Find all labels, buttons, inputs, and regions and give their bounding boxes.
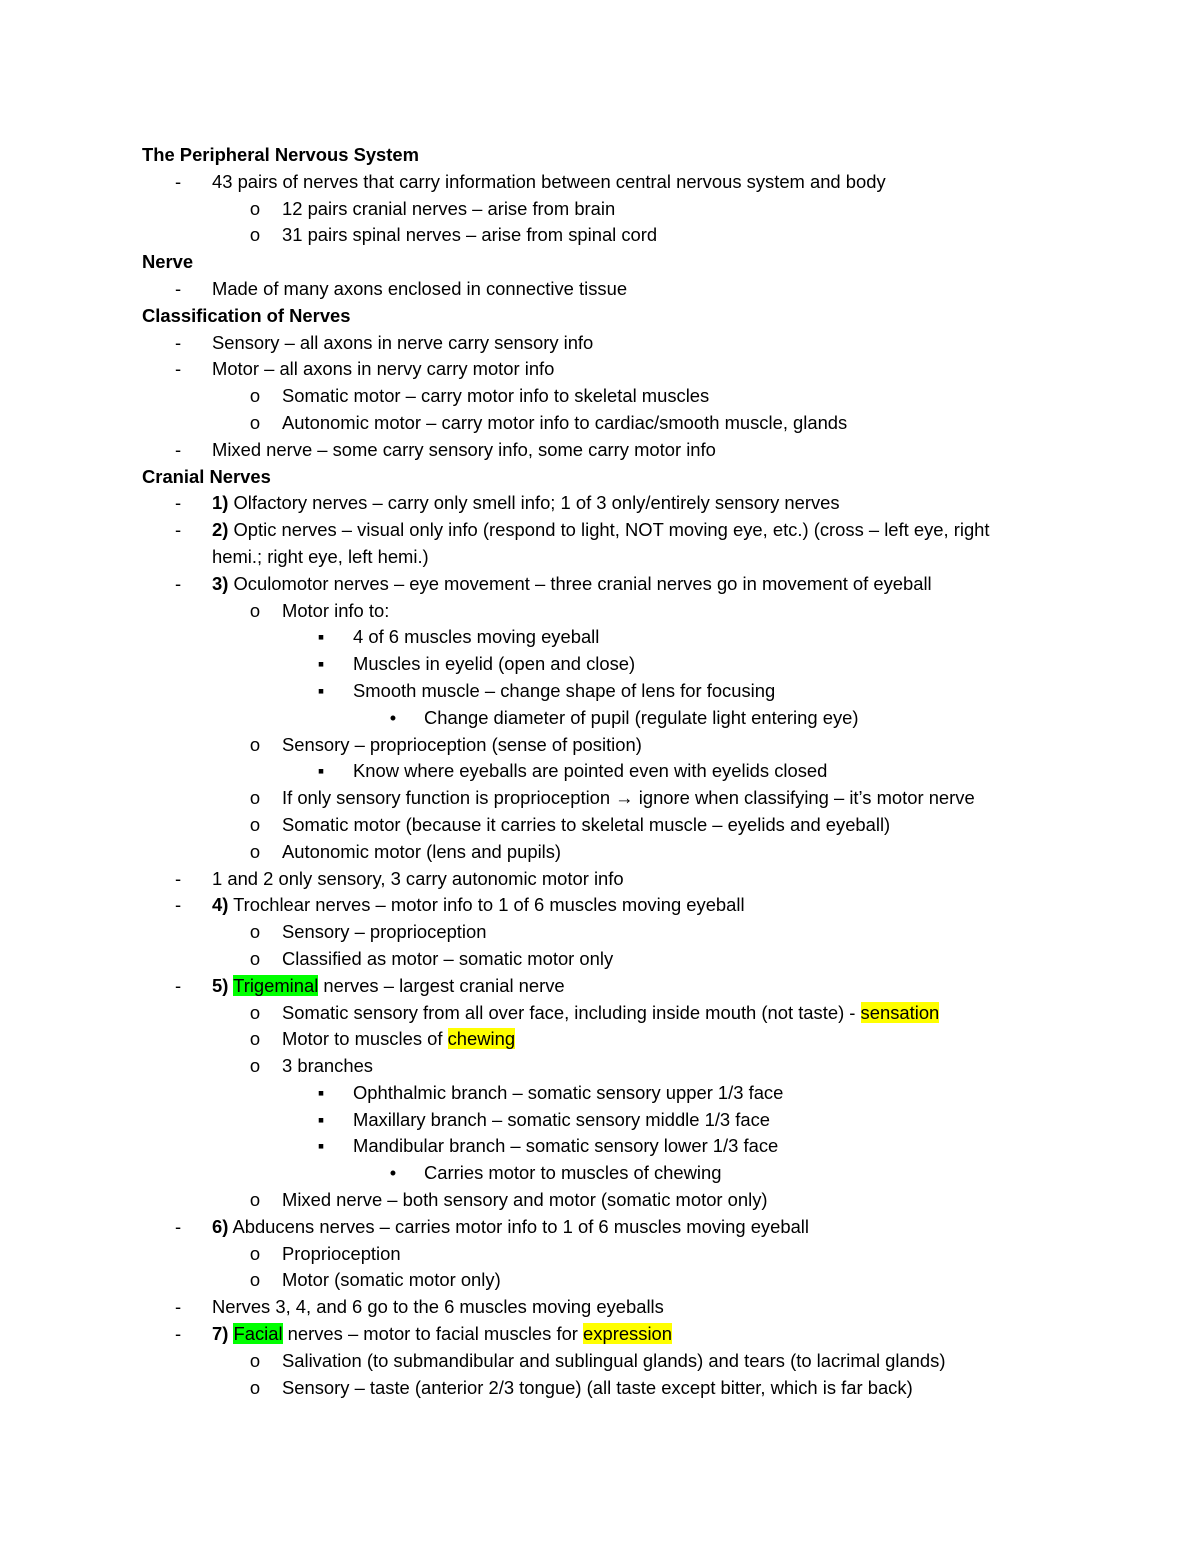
list-item-continuation: hemi.; right eye, left hemi.): [212, 545, 429, 567]
square-bullet: ▪: [317, 1135, 325, 1157]
list-item: ▪ Mandibular branch – somatic sensory lower 1/3 face: [0, 1133, 1200, 1160]
circle-bullet: o: [249, 1001, 261, 1023]
square-bullet: ▪: [317, 679, 325, 701]
dash-bullet: -: [174, 894, 182, 916]
square-bullet: ▪: [317, 653, 325, 675]
list-item: ▪ Muscles in eyelid (open and close): [0, 651, 1200, 678]
list-item: o Sensory – taste (anterior 2/3 tongue) (all taste except bitter, which is far back): [0, 1375, 1200, 1402]
circle-bullet: o: [249, 1189, 261, 1211]
circle-bullet: o: [249, 197, 261, 219]
circle-bullet: o: [249, 921, 261, 943]
dash-bullet: -: [174, 170, 182, 192]
dash-bullet: -: [174, 1296, 182, 1318]
list-item: - 1 and 2 only sensory, 3 carry autonomic motor info: [0, 866, 1200, 893]
list-item-nerve-7: - 7) Facial nerves – motor to facial muscles for expression: [0, 1321, 1200, 1348]
circle-bullet: o: [249, 840, 261, 862]
dash-bullet: -: [174, 1215, 182, 1237]
list-item: o 12 pairs cranial nerves – arise from brain: [0, 196, 1200, 223]
list-item: o If only sensory function is proprioception → ignore when classifying – it’s motor nerve: [0, 785, 1200, 812]
list-item: o Mixed nerve – both sensory and motor (somatic motor only): [0, 1187, 1200, 1214]
circle-bullet: o: [249, 813, 261, 835]
circle-bullet: o: [249, 947, 261, 969]
dash-bullet: -: [174, 974, 182, 996]
dash-bullet: -: [174, 331, 182, 353]
list-item-nerve-6: - 6) Abducens nerves – carries motor info to 1 of 6 muscles moving eyeball: [0, 1214, 1200, 1241]
highlight-yellow: expression: [583, 1323, 672, 1345]
heading-pns: The Peripheral Nervous System: [142, 144, 419, 165]
list-item-nerve-3: - 3) Oculomotor nerves – eye movement – three cranial nerves go in movement of eyeball: [0, 571, 1200, 598]
dash-bullet: -: [174, 438, 182, 460]
list-item: o 3 branches: [0, 1053, 1200, 1080]
circle-bullet: o: [249, 1376, 261, 1398]
square-bullet: ▪: [317, 1108, 325, 1130]
circle-bullet: o: [249, 385, 261, 407]
list-item: o Sensory – proprioception: [0, 919, 1200, 946]
circle-bullet: o: [249, 1028, 261, 1050]
list-item: ▪ Ophthalmic branch – somatic sensory upper 1/3 face: [0, 1080, 1200, 1107]
square-bullet: ▪: [317, 1081, 325, 1103]
dash-bullet: -: [174, 492, 182, 514]
circle-bullet: o: [249, 224, 261, 246]
list-item: - Mixed nerve – some carry sensory info, some carry motor info: [0, 437, 1200, 464]
highlight-green: Trigeminal: [233, 974, 319, 996]
list-item: o Salivation (to submandibular and sublingual glands) and tears (to lacrimal glands): [0, 1348, 1200, 1375]
highlight-yellow: sensation: [860, 1001, 940, 1023]
circle-bullet: o: [249, 733, 261, 755]
heading-classification: Classification of Nerves: [142, 304, 351, 326]
heading-cranial: Cranial Nerves: [142, 465, 271, 487]
list-item: o Sensory – proprioception (sense of position): [0, 732, 1200, 759]
list-item: o Somatic motor – carry motor info to skeletal muscles: [0, 383, 1200, 410]
list-item: ▪ 4 of 6 muscles moving eyeball: [0, 624, 1200, 651]
list-item: o Motor to muscles of chewing: [0, 1026, 1200, 1053]
list-item: - Made of many axons enclosed in connective tissue: [0, 276, 1200, 303]
circle-bullet: o: [249, 1055, 261, 1077]
dot-bullet: •: [389, 706, 397, 728]
list-item: - 43 pairs of nerves that carry information between central nervous system and body: [0, 169, 1200, 196]
list-item: o Autonomic motor (lens and pupils): [0, 839, 1200, 866]
list-item: ▪ Smooth muscle – change shape of lens for focusing: [0, 678, 1200, 705]
list-item: • Change diameter of pupil (regulate light entering eye): [0, 705, 1200, 732]
dash-bullet: -: [174, 358, 182, 380]
circle-bullet: o: [249, 787, 261, 809]
list-item: o Classified as motor – somatic motor only: [0, 946, 1200, 973]
highlight-green: Facial: [233, 1323, 283, 1345]
right-arrow-icon: →: [615, 787, 634, 809]
circle-bullet: o: [249, 1349, 261, 1371]
list-item: o Motor info to:: [0, 598, 1200, 625]
list-item: o Proprioception: [0, 1241, 1200, 1268]
list-item: - Nerves 3, 4, and 6 go to the 6 muscles moving eyeballs: [0, 1294, 1200, 1321]
list-item-nerve-1: - 1) Olfactory nerves – carry only smell info; 1 of 3 only/entirely sensory nerves: [0, 490, 1200, 517]
highlight-yellow: chewing: [447, 1028, 516, 1050]
list-item: ▪ Maxillary branch – somatic sensory middle 1/3 face: [0, 1107, 1200, 1134]
dash-bullet: -: [174, 277, 182, 299]
list-item: o Somatic sensory from all over face, including inside mouth (not taste) - sensation: [0, 1000, 1200, 1027]
heading-nerve: Nerve: [142, 251, 194, 273]
document-page: [0, 142, 1200, 1401]
list-item: - Motor – all axons in nervy carry motor info: [0, 356, 1200, 383]
dash-bullet: -: [174, 572, 182, 594]
square-bullet: ▪: [317, 760, 325, 782]
list-item-nerve-2: - 2) Optic nerves – visual only info (respond to light, NOT moving eye, etc.) (cross – left eye, right: [0, 517, 1200, 544]
list-item: o 31 pairs spinal nerves – arise from spinal cord: [0, 222, 1200, 249]
list-item: ▪ Know where eyeballs are pointed even with eyelids closed: [0, 758, 1200, 785]
list-item: o Autonomic motor – carry motor info to cardiac/smooth muscle, glands: [0, 410, 1200, 437]
circle-bullet: o: [249, 1269, 261, 1291]
list-item-nerve-4: - 4) Trochlear nerves – motor info to 1 of 6 muscles moving eyeball: [0, 892, 1200, 919]
list-item: o Somatic motor (because it carries to skeletal muscle – eyelids and eyeball): [0, 812, 1200, 839]
list-item: o Motor (somatic motor only): [0, 1267, 1200, 1294]
dash-bullet: -: [174, 519, 182, 541]
dot-bullet: •: [389, 1162, 397, 1184]
square-bullet: ▪: [317, 626, 325, 648]
dash-bullet: -: [174, 867, 182, 889]
circle-bullet: o: [249, 411, 261, 433]
list-item-nerve-5: - 5) Trigeminal nerves – largest cranial nerve: [0, 973, 1200, 1000]
list-item: • Carries motor to muscles of chewing: [0, 1160, 1200, 1187]
circle-bullet: o: [249, 1242, 261, 1264]
dash-bullet: -: [174, 1323, 182, 1345]
circle-bullet: o: [249, 599, 261, 621]
list-item: - Sensory – all axons in nerve carry sensory info: [0, 330, 1200, 357]
